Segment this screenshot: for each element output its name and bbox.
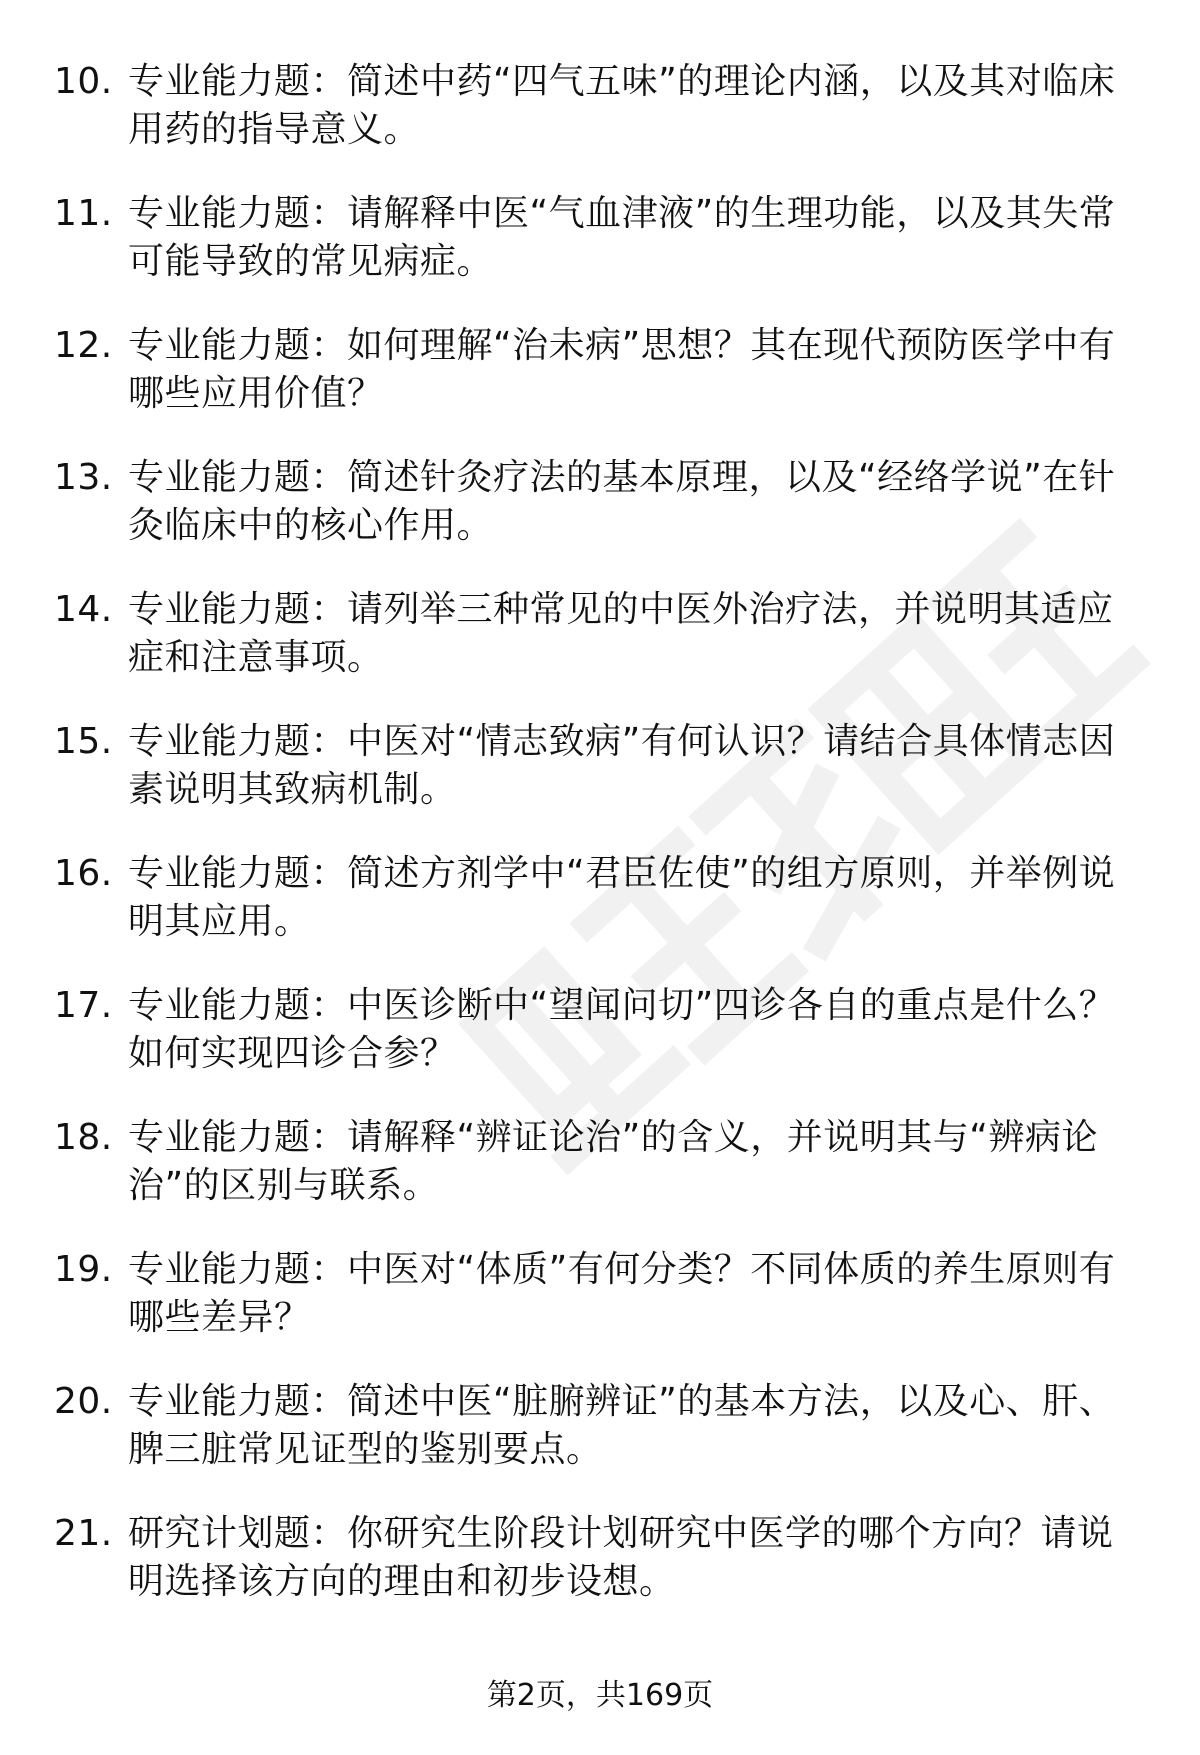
list-item [0,1246,1200,1378]
question-text: 研究计划题：你研究生阶段计划研究中医学的哪个方向？请说明选择该方向的理由和初步设想。 [128,1513,1114,1602]
list-item [0,1510,1200,1642]
question-text: 专业能力题：请解释“辨证论治”的含义，并说明其与“辨病论治”的区别与联系。 [128,1117,1098,1206]
question-number: 21. [54,1513,113,1554]
question-text: 专业能力题：如何理解“治未病”思想？其在现代预防医学中有哪些应用价值？ [128,325,1116,414]
question-text: 专业能力题：中医对“情志致病”有何认识？请结合具体情志因素说明其致病机制。 [128,721,1116,810]
list-item [0,1114,1200,1246]
question-text: 专业能力题：简述中药“四气五味”的理论内涵，以及其对临床用药的指导意义。 [128,61,1116,150]
page-footer: 第2页，共169页 [486,1678,714,1713]
question-number: 13. [54,457,113,498]
question-number: 16. [54,853,113,894]
question-number: 17. [54,985,113,1026]
list-item [0,1378,1200,1510]
question-text: 专业能力题：简述方剂学中“君臣佐使”的组方原则，并举例说明其应用。 [128,853,1116,942]
question-text: 专业能力题：中医对“体质”有何分类？不同体质的养生原则有哪些差异？ [128,1249,1116,1338]
question-number: 20. [54,1381,113,1422]
list-item [0,586,1200,718]
question-text: 专业能力题：请解释中医“气血津液”的生理功能，以及其失常可能导致的常见病症。 [128,193,1116,282]
list-item [0,58,1200,190]
question-number: 10. [54,61,113,102]
question-text: 专业能力题：简述中医“脏腑辨证”的基本方法，以及心、肝、脾三脏常见证型的鉴别要点。 [128,1381,1116,1470]
list-item [0,190,1200,322]
list-item [0,982,1200,1114]
list-item [0,454,1200,586]
question-number: 15. [54,721,113,762]
question-number: 11. [54,193,113,234]
question-number: 18. [54,1117,113,1158]
question-list [0,58,1200,1642]
list-item [0,322,1200,454]
list-item [0,850,1200,982]
question-text: 专业能力题：简述针灸疗法的基本原理，以及“经络学说”在针灸临床中的核心作用。 [128,457,1116,546]
question-number: 14. [54,589,113,630]
question-number: 19. [54,1249,113,1290]
question-text: 专业能力题：中医诊断中“望闻问切”四诊各自的重点是什么？如何实现四诊合参？ [128,985,1116,1074]
list-item [0,718,1200,850]
question-text: 专业能力题：请列举三种常见的中医外治疗法，并说明其适应症和注意事项。 [128,589,1114,678]
question-number: 12. [54,325,113,366]
